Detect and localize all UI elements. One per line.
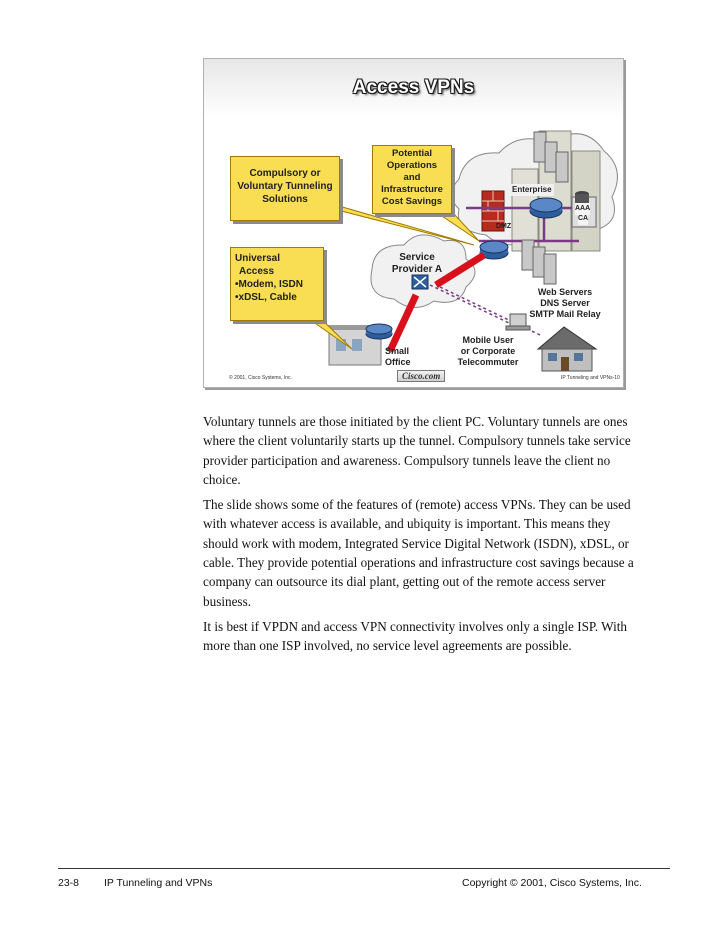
slide-reference: IP Tunneling and VPNs-10 [561, 375, 620, 381]
label-text: Provider A [391, 264, 443, 275]
label-text: Small [385, 346, 410, 356]
callout-text: Infrastructure [381, 184, 443, 195]
paragraph: It is best if VPDN and access VPN connectivity involves only a single ISP. With more than one ISP involved, no service level agreements are possible. [203, 618, 627, 654]
dashed-link-mobile [430, 285, 509, 323]
office-router-icon [366, 324, 392, 339]
aaa-label: AAA [575, 203, 590, 215]
enterprise-label: Enterprise [512, 185, 552, 194]
label-text: SMTP Mail Relay [529, 309, 601, 319]
servers-label [510, 287, 620, 320]
label-text: or Corporate [460, 346, 516, 356]
callout-text: Potential [391, 148, 433, 159]
slide-figure [203, 58, 624, 388]
network-diagram [204, 59, 623, 387]
universal-access-callout [230, 247, 324, 321]
callout-text: Cost Savings [381, 196, 443, 207]
slide-copyright: © 2001, Cisco Systems, Inc. [229, 375, 292, 381]
label-text: Service [399, 252, 435, 263]
label-text: DNS Server [540, 298, 590, 308]
body-text [203, 412, 643, 662]
callout-text: and [403, 172, 421, 183]
footer-rule [58, 868, 670, 869]
label-text: Web Servers [537, 287, 593, 297]
house-icon [538, 327, 596, 371]
cost-savings-callout [372, 145, 452, 214]
paragraph: The slide shows some of the features of (remote) access VPNs. They can be used with whatever access is available, and ubiquity is important. This means they should work with modem, Integrated Service Digital Network (ISDN), xDSL, or cable. They provide potential operations and infrastructure cost savings because a company can outsource its dial plant, getting out of the remote access server business. [203, 497, 634, 609]
slide-title: Access VPNs [352, 77, 475, 98]
callout-text: •xDSL, Cable [235, 292, 297, 303]
label-text: Mobile User [462, 335, 514, 345]
ca-label: CA [578, 213, 588, 225]
provider-switch-icon [412, 275, 428, 289]
small-office-label [385, 346, 411, 368]
service-provider-label [382, 252, 452, 276]
cisco-brand-logo: Cisco.com [397, 370, 445, 382]
footer-copyright: Copyright © 2001, Cisco Systems, Inc. [462, 877, 642, 889]
mobile-user-label [448, 335, 528, 368]
callout-text: Access [239, 266, 275, 277]
tunneling-callout [230, 156, 340, 221]
label-text: Office [385, 357, 411, 367]
callout-text: Solutions [262, 194, 308, 205]
dmz-label: DMZ [496, 223, 512, 230]
footer-section: IP Tunneling and VPNs [104, 877, 213, 889]
callout-text: •Modem, ISDN [235, 279, 303, 290]
enterprise-router-icon [530, 198, 562, 218]
callout-text: Universal [235, 253, 281, 264]
callout-text: Compulsory or [249, 168, 321, 179]
callout-text: Voluntary Tunneling [237, 181, 333, 192]
page-number: 23-8 [58, 877, 80, 889]
label-text: Telecommuter [457, 357, 519, 367]
paragraph: Voluntary tunnels are those initiated by the client PC. Voluntary tunnels are ones where the client voluntarily starts up the tunnel. Compulsory tunnels take service provider participation and awareness. Compulsory tunnels leave the client no choice. [203, 414, 631, 487]
callout-text: Operations [386, 160, 438, 171]
